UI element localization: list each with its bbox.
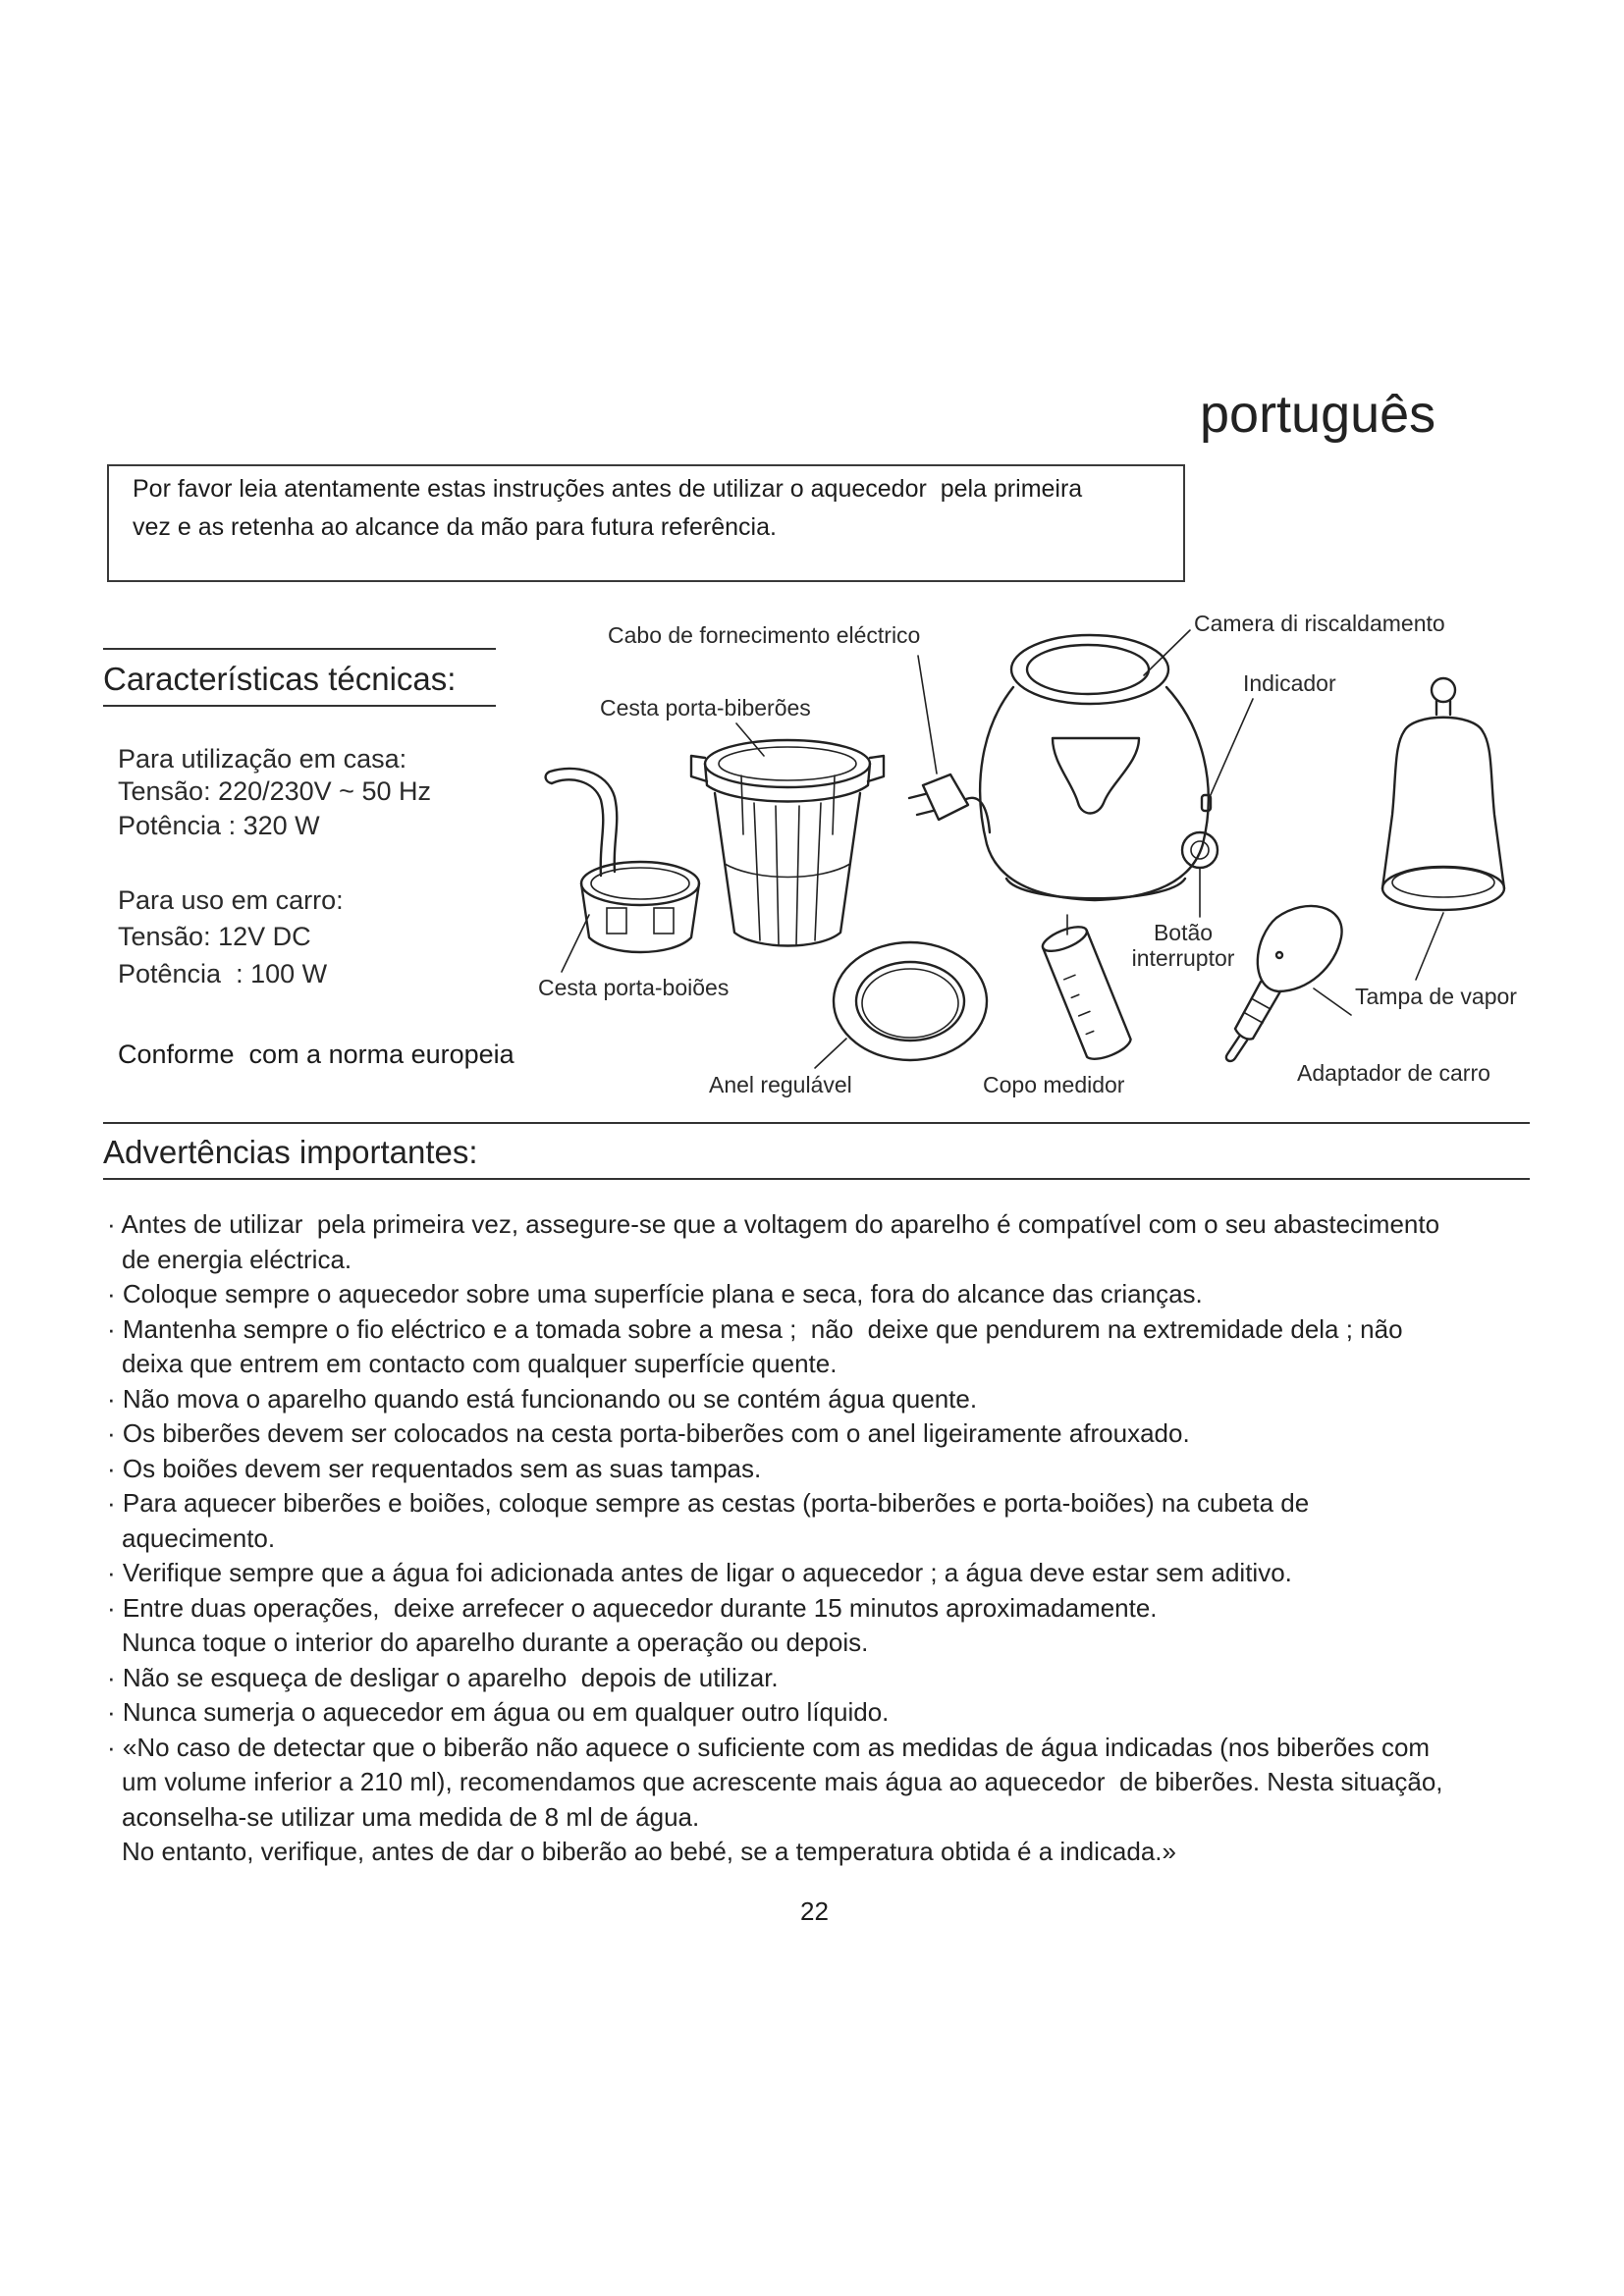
warning-line: · Mantenha sempre o fio eléctrico e a tomada sobre a mesa ; não deixe que pendurem na extremidade dela ; não	[107, 1313, 1403, 1344]
warning-item	[107, 1452, 1580, 1487]
bottle-basket-left-handle	[691, 756, 707, 781]
intro-notice-box	[107, 464, 1185, 582]
language-title: português	[1200, 385, 1436, 444]
label-switch	[1110, 920, 1257, 971]
warning-line: · Nunca sumerja o aquecedor em água ou em qualquer outro líquido.	[107, 1697, 890, 1727]
warning-line: · Para aquecer biberões e boiões, coloque sempre as cestas (porta-biberões e porta-boiões) na cubeta de	[107, 1488, 1310, 1518]
power-plug-illustration	[909, 774, 990, 832]
measuring-cup-marks	[1064, 975, 1098, 1034]
leader-bottle-basket	[736, 723, 764, 756]
jar-basket-slot	[654, 908, 674, 934]
ring-inner	[856, 962, 964, 1041]
label-steam-cover: Tampa de vapor	[1355, 984, 1517, 1009]
bottle-basket-rim-band	[705, 764, 870, 802]
warning-item	[107, 1591, 1580, 1661]
label-heating-chamber: Camera di riscaldamento	[1194, 611, 1445, 636]
bottle-basket-inner-cylinder	[741, 775, 835, 834]
car-adapter-connector-rings	[1245, 999, 1271, 1023]
warning-item	[107, 1486, 1580, 1556]
bottle-basket-illustration	[691, 740, 884, 946]
specs-heading: Características técnicas:	[103, 661, 457, 697]
heater-illustration	[980, 635, 1218, 900]
car-adapter-tip	[1226, 1037, 1247, 1061]
label-power-cable: Cabo de fornecimento eléctrico	[608, 622, 921, 648]
warning-line: aconselha-se utilizar uma medida de 8 ml de água.	[122, 1801, 700, 1832]
label-switch-line1: Botão	[1153, 920, 1214, 945]
specs-compliance: Conforme com a norma europeia	[118, 1040, 514, 1069]
ring-inner-edge	[862, 969, 958, 1038]
switch-knob	[1182, 832, 1218, 868]
warning-line: · Coloque sempre o aquecedor sobre uma superfície plana e seca, fora do alcance das crianças.	[107, 1279, 1203, 1308]
heating-chamber-opening	[1011, 635, 1168, 704]
specs-car-voltage: Tensão: 12V DC	[118, 922, 311, 951]
specs-car-power: Potência : 100 W	[118, 959, 328, 988]
leader-ring	[815, 1039, 846, 1068]
warning-line: · Verifique sempre que a água foi adicionada antes de ligar o aquecedor ; a água deve estar sem aditivo.	[107, 1558, 1292, 1587]
plug-prongs	[909, 794, 933, 815]
warning-line: aquecimento.	[122, 1522, 276, 1553]
warning-line: · Os boiões devem ser requentados sem as suas tampas.	[107, 1453, 762, 1483]
warning-line: um volume inferior a 210 ml), recomendamos que acrescente mais água ao aquecedor de biberões. Nesta situação,	[122, 1767, 1443, 1796]
warning-line: · Os biberões devem ser colocados na cesta porta-biberões com o anel ligeiramente afrouxado.	[107, 1418, 1190, 1448]
jar-basket-rim	[581, 862, 699, 905]
bottle-basket-right-handle	[868, 756, 884, 781]
heater-base	[1006, 879, 1185, 898]
jar-basket-inner-rim	[591, 868, 689, 899]
specs-car-label: Para uso em carro:	[118, 885, 344, 915]
leader-steam-cover	[1416, 913, 1443, 980]
warning-item	[107, 1277, 1580, 1312]
label-jar-basket: Cesta porta-boiões	[538, 975, 730, 1000]
indicator-light	[1202, 795, 1211, 811]
steam-cover-base-inner	[1392, 868, 1494, 897]
label-indicator: Indicador	[1243, 670, 1336, 696]
heater-water-window	[1053, 738, 1139, 814]
steam-cover-right-side	[1483, 731, 1504, 888]
warning-item	[107, 1312, 1580, 1382]
bottle-basket-inner-rim	[719, 747, 856, 780]
warning-item	[107, 1416, 1580, 1452]
specs-home-power: Potência : 320 W	[118, 811, 320, 840]
jar-basket-handle	[552, 779, 603, 876]
warning-line: deixa que entrem em contacto com qualquer superfície quente.	[122, 1349, 838, 1378]
steam-cover-left-side	[1382, 731, 1404, 888]
ring-illustration	[834, 942, 987, 1060]
leader-car-adapter	[1314, 988, 1351, 1015]
leader-power-cable	[918, 656, 937, 774]
leader-indicator	[1210, 699, 1253, 797]
label-bottle-basket: Cesta porta-biberões	[600, 695, 811, 721]
intro-line: vez e as retenha ao alcance da mão para futura referência.	[133, 513, 777, 541]
warning-line: · Antes de utilizar pela primeira vez, assegure-se que a voltagem do aparelho é compatível com o seu abastecimento	[107, 1209, 1440, 1239]
jar-basket-handle-edge	[546, 769, 618, 872]
car-adapter-connector	[1235, 982, 1280, 1040]
jar-basket-slot	[607, 908, 626, 934]
ring-outer	[834, 942, 987, 1060]
warning-line: · Não se esqueça de desligar o aparelho depois de utilizar.	[107, 1662, 779, 1692]
warning-item	[107, 1207, 1580, 1277]
page-number: 22	[800, 1896, 829, 1926]
warnings-heading: Advertências importantes:	[103, 1134, 478, 1170]
specs-home-voltage: Tensão: 220/230V ~ 50 Hz	[118, 776, 431, 806]
warning-line: Nunca toque o interior do aparelho durante a operação ou depois.	[122, 1628, 869, 1657]
leader-heating-chamber	[1144, 630, 1190, 675]
warning-line: de energia eléctrica.	[122, 1244, 352, 1274]
warning-item	[107, 1661, 1580, 1696]
power-cord	[966, 798, 990, 832]
bottle-basket-body	[715, 793, 860, 946]
jar-basket-illustration	[546, 769, 699, 952]
car-adapter-head	[1258, 906, 1342, 991]
steam-cover-knob	[1432, 678, 1455, 702]
steam-cover-dome	[1404, 718, 1483, 731]
switch-knob-center	[1191, 841, 1209, 859]
bottle-basket-mid-band	[725, 864, 850, 878]
warning-item	[107, 1556, 1580, 1591]
intro-line: Por favor leia atentamente estas instruções antes de utilizar o aquecedor pela primeira	[133, 475, 1083, 503]
warning-line: · Entre duas operações, deixe arrefecer o aquecedor durante 15 minutos aproximadamente.	[107, 1592, 1158, 1623]
car-adapter-led	[1276, 952, 1282, 958]
bottle-basket-rim	[705, 740, 870, 787]
warning-line: · Não mova o aparelho quando está funcionando ou se contém água quente.	[107, 1383, 978, 1414]
heater-body	[980, 687, 1209, 900]
steam-cover-neck	[1436, 701, 1450, 715]
bottle-basket-bars	[754, 803, 821, 944]
label-car-adapter: Adaptador de carro	[1297, 1060, 1490, 1086]
warning-item	[107, 1382, 1580, 1417]
steam-cover-base	[1382, 867, 1504, 910]
heating-chamber-inner	[1027, 645, 1149, 694]
leader-jar-basket	[562, 915, 589, 972]
measuring-cup-top	[1040, 922, 1090, 956]
warning-item	[107, 1731, 1580, 1870]
warning-line: No entanto, verifique, antes de dar o biberão ao bebé, se a temperatura obtida é a indicada.»	[122, 1837, 1176, 1866]
warning-item	[107, 1695, 1580, 1731]
label-ring: Anel regulável	[709, 1072, 852, 1097]
label-measuring-cup: Copo medidor	[983, 1072, 1125, 1097]
plug-body	[923, 774, 968, 820]
warning-line: · «No caso de detectar que o biberão não aquece o suficiente com as medidas de água indicadas (nos biberões com	[107, 1732, 1431, 1762]
label-switch-line2: interruptor	[1131, 945, 1235, 971]
warnings-list	[107, 1207, 1580, 1870]
specs-home-label: Para utilização em casa:	[118, 744, 407, 774]
steam-cover-illustration	[1382, 678, 1504, 910]
jar-basket-band	[581, 883, 699, 952]
